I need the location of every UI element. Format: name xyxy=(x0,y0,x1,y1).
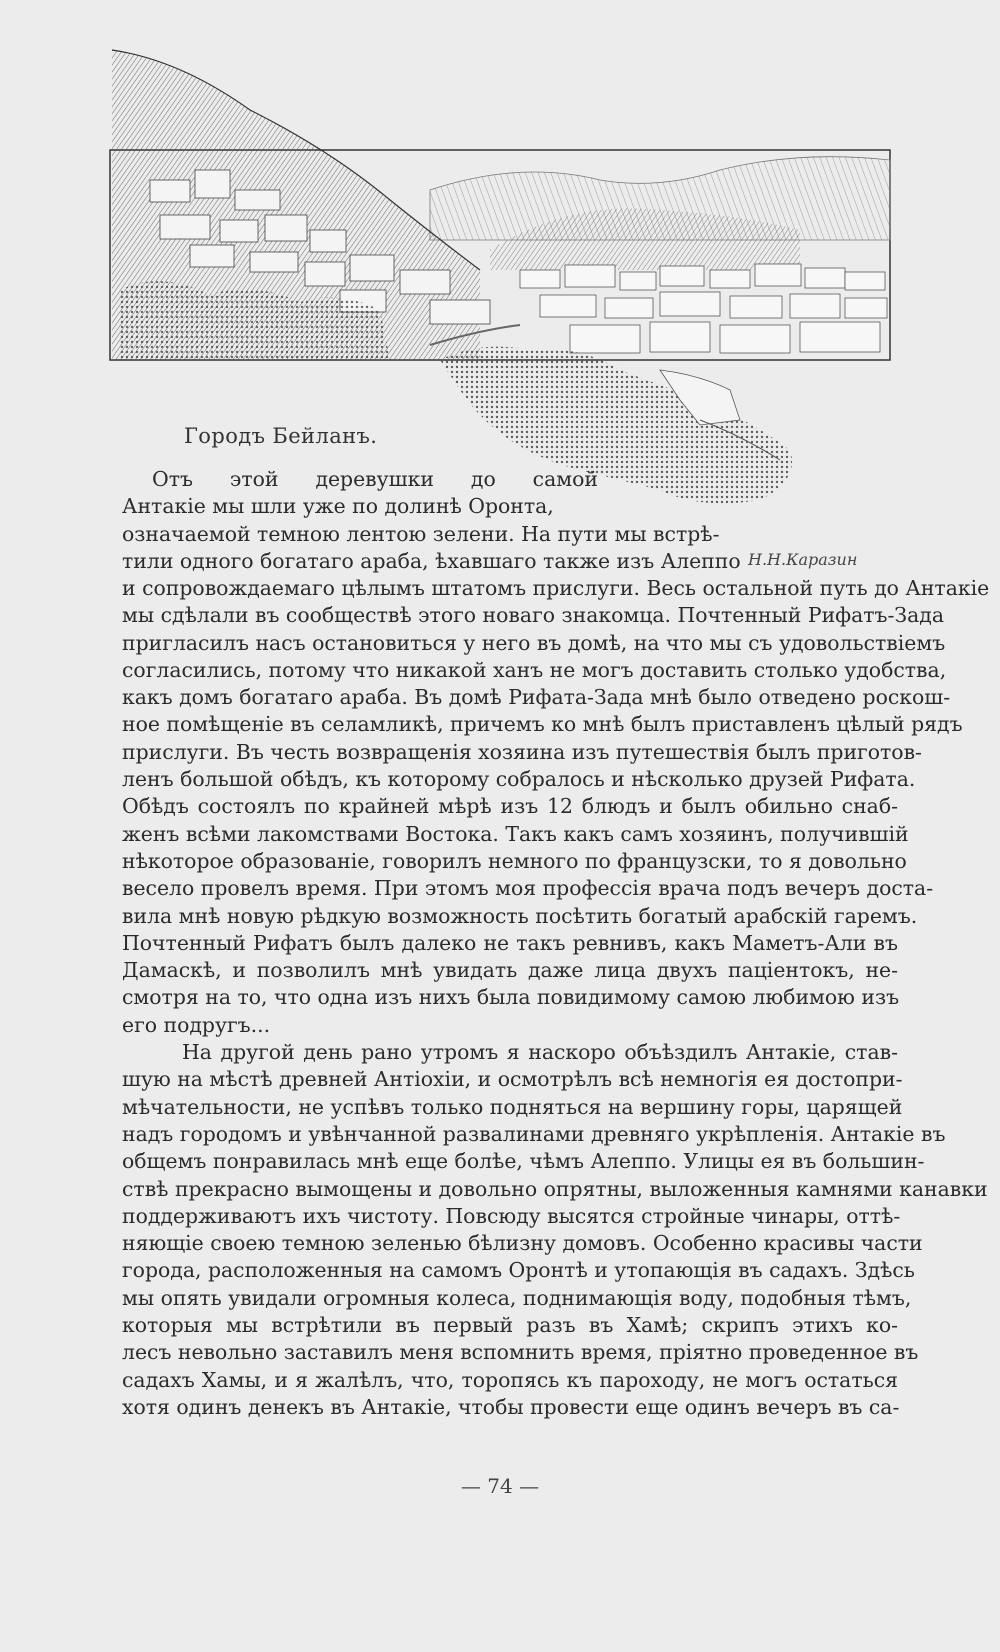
text-line: смотря на то, что одна изъ нихъ была повидимому самою любимою изъ xyxy=(122,985,900,1010)
text-line: которыя мы встрѣтили въ первый разъ въ Хамѣ; скрипъ этихъ ко- xyxy=(122,1313,898,1338)
text-line: надъ городомъ и увѣнчанной развалинами древняго укрѣпленiя. Антакiе въ xyxy=(122,1121,946,1146)
text-line: означаемой темною лентою зелени. На пути мы встрѣ- xyxy=(122,521,720,546)
text-line: тили одного богатаго араба, ѣхавшаго также изъ Алеппо xyxy=(122,548,741,573)
text-line: мы опять увидали огромныя колеса, поднимающiя воду, подобныя тѣмъ, xyxy=(122,1285,912,1310)
text-line: лесъ невольно заставилъ меня вспомнить время, прiятно проведенное въ xyxy=(122,1340,919,1365)
text-line: вила мнѣ новую рѣдкую возможность посѣтить богатый арабскiй гаремъ. xyxy=(122,903,918,928)
paragraph-main xyxy=(122,575,990,1421)
paragraph-wrapped-lines xyxy=(122,466,898,575)
text-line: женъ всѣми лакомствами Востока. Такъ какъ самъ хозяинъ, получившiй xyxy=(122,821,909,846)
text-line: На другой день рано утромъ я наскоро объѣздилъ Антакiе, став- xyxy=(182,1040,898,1065)
text-line: мы сдѣлали въ сообществѣ этого новаго знакомца. Почтенный Рифатъ-Зада xyxy=(122,603,944,628)
text-line: Антакiе мы шли уже по долинѣ Оронта, xyxy=(122,494,554,519)
page-number: — 74 — xyxy=(460,1474,540,1498)
text-line: его подругъ... xyxy=(122,1012,271,1037)
text-line: согласились, потому что никакой ханъ не могъ доставить столько удобства, xyxy=(122,657,947,682)
text-line: пригласилъ насъ остановиться у него въ домѣ, на что мы съ удовольствiемъ xyxy=(122,630,946,655)
text-line: садахъ Хамы, и я жалѣлъ, что, торопясь къ пароходу, не могъ остаться xyxy=(122,1367,898,1392)
text-line: няющiе своею темною зеленью бѣлизну домовъ. Особенно красивы части xyxy=(122,1231,923,1256)
text-line: шую на мѣстѣ древней Антiохiи, и осмотрѣлъ всѣ немногiя ея достопри- xyxy=(122,1067,903,1092)
text-line: нѣкоторое образованiе, говорилъ немного по французски, то я довольно xyxy=(122,848,907,873)
text-line: ствѣ прекрасно вымощены и довольно опрятны, выложенныя камнями канавки xyxy=(122,1176,988,1201)
text-line: ное помѣщенiе въ селамликѣ, причемъ ко мнѣ былъ приставленъ цѣлый рядъ xyxy=(122,712,963,737)
text-line: какъ домъ богатаго араба. Въ домѣ Рифата-Зада мнѣ было отведено роскош- xyxy=(122,685,951,710)
illustration-caption: Городъ Бейланъ. xyxy=(184,424,378,448)
text-line: поддерживаютъ ихъ чистоту. Повсюду высятся стройные чинары, оттѣ- xyxy=(122,1203,901,1228)
text-line: города, расположенныя на самомъ Оронтѣ и утопающiя въ садахъ. Здѣсь xyxy=(122,1258,915,1283)
text-line: ленъ большой обѣдъ, къ которому собралось и нѣсколько друзей Рифата. xyxy=(122,767,916,792)
text-line: Дамаскѣ, и позволилъ мнѣ увидать даже лица двухъ пацiентокъ, не- xyxy=(122,958,898,983)
text-line: весело провелъ время. При этомъ моя профессiя врача подъ вечеръ доста- xyxy=(122,876,934,901)
text-line: и сопровождаемаго цѣлымъ штатомъ прислуги. Весь остальной путь до Антакiе xyxy=(122,576,990,600)
text-line: хотя одинъ денекъ въ Антакiе, чтобы провести еще одинъ вечеръ въ са- xyxy=(122,1394,900,1419)
text-line: общемъ понравилась мнѣ еще болѣе, чѣмъ Алеппо. Улицы ея въ большин- xyxy=(122,1149,925,1174)
text-line: Почтенный Рифатъ былъ далеко не такъ ревнивъ, какъ Маметъ-Али въ xyxy=(122,930,898,955)
text-line: Обѣдъ состоялъ по крайней мѣрѣ изъ 12 блюдъ и былъ обильно снаб- xyxy=(122,794,898,819)
artist-signature: Н.Н.Каразин xyxy=(748,550,858,569)
text-line: Отъ этой деревушки до самой xyxy=(152,467,598,491)
text-line: мѣчательности, не успѣвъ только подняться на вершину горы, царящей xyxy=(122,1094,903,1119)
text-line: прислуги. Въ честь возвращенiя хозяина изъ путешествiя былъ приготов- xyxy=(122,739,922,764)
